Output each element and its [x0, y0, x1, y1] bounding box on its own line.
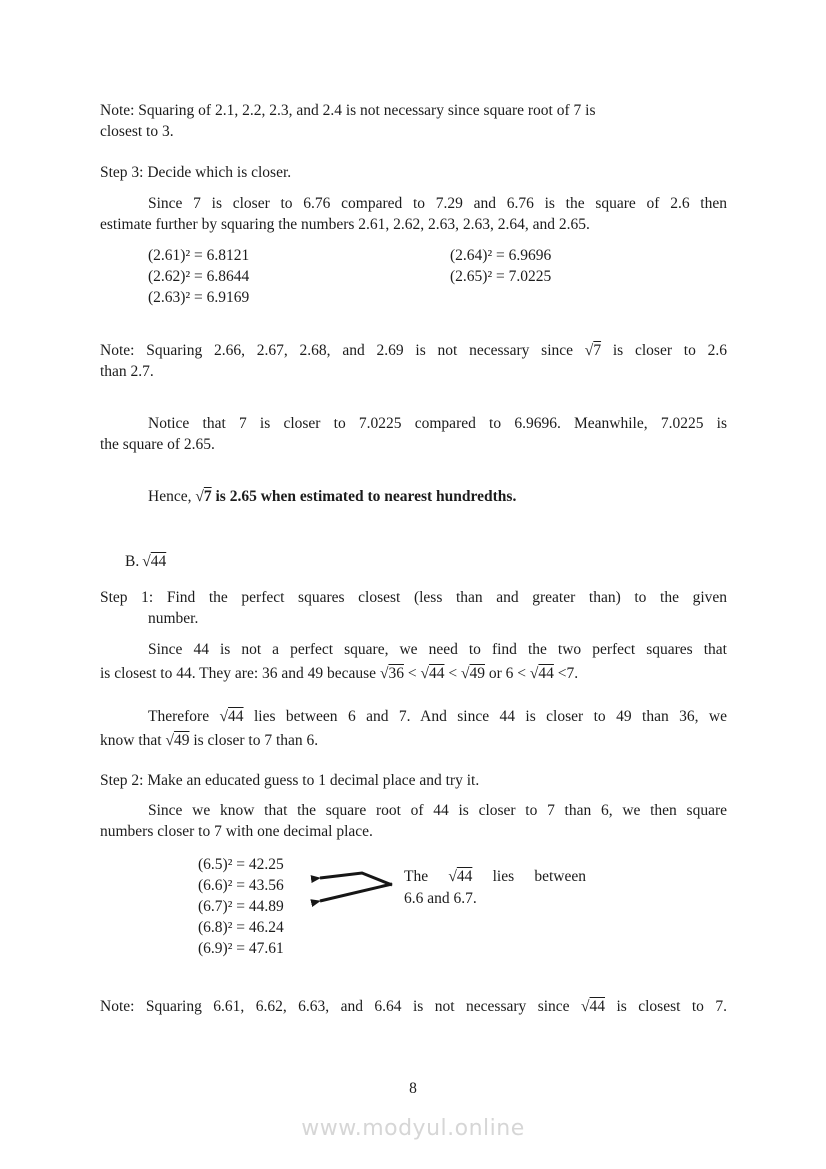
equation: (2.61)² = 6.8121 [148, 247, 250, 264]
step2-heading [100, 770, 479, 791]
conclusion-sqrt7 [148, 486, 516, 507]
paragraph-therefore-sqrt44 [100, 705, 727, 753]
radical-icon: √ [379, 665, 389, 682]
page-number: 8 [409, 1080, 417, 1097]
callout-sqrt44-between [404, 866, 586, 910]
radicand: 49 [173, 732, 190, 749]
note-text: Note: Squaring 6.61, 6.62, 6.63, and 6.64 is not necessary since [100, 998, 581, 1015]
radicand: 44 [428, 665, 445, 682]
conclusion-bold-text: is 2.65 when estimated to nearest hundredths. [211, 488, 517, 505]
step-label: Step 1: Find the perfect squares closest (less than and greater than) to the given [100, 589, 727, 606]
sqrt-44-expression [581, 998, 605, 1015]
conclusion-lead: Hence, [148, 488, 196, 505]
step-label-continuation: number. [148, 610, 199, 627]
note-squaring-661-664 [100, 996, 727, 1017]
note-text: is closest to 7. [605, 998, 727, 1015]
section-letter: B. [125, 553, 140, 570]
paragraph-square-root-44 [100, 800, 727, 842]
paragraph-line [100, 662, 727, 686]
paragraph-line: Since 7 is closer to 6.76 compared to 7.29 and 6.76 is the square of 2.6 then [148, 195, 727, 212]
equation: (6.9)² = 47.61 [198, 940, 284, 957]
note-text: Note: Squaring 2.66, 2.67, 2.68, and 2.69 is not necessary since [100, 342, 585, 359]
sqrt-7-expression [585, 342, 601, 359]
section-label [125, 551, 166, 572]
note-squaring-266-269 [100, 340, 727, 382]
equation: (6.8)² = 46.24 [198, 919, 284, 936]
radicand: 7 [593, 342, 602, 359]
radical-icon: √ [142, 553, 151, 570]
callout-line [404, 866, 586, 888]
equations-2-6x [148, 245, 688, 308]
radicand: 44 [228, 708, 244, 725]
step-label: Step 3: Decide which is closer. [100, 164, 292, 181]
note-line: than 2.7. [100, 363, 154, 380]
paragraph-perfect-squares [100, 638, 727, 686]
radical-icon: √ [420, 665, 429, 682]
paragraph-notice-70225 [100, 413, 727, 455]
paragraph-text: <7. [553, 665, 579, 682]
sqrt-7-expression [195, 488, 211, 505]
sqrt-44-expression [448, 868, 472, 885]
paragraph-text: is closest to 44. They are: 36 and 49 because [100, 665, 380, 682]
note-line [100, 996, 727, 1017]
radicand: 49 [469, 665, 485, 682]
paragraph-text: or 6 < [484, 665, 530, 682]
sqrt-36-expression [380, 665, 404, 682]
radicand: 7 [203, 488, 212, 505]
callout-line: 6.6 and 6.7. [404, 890, 477, 907]
equation: (6.5)² = 42.25 [198, 856, 284, 873]
note-line: closest to 3. [100, 123, 174, 140]
sqrt-44-expression [220, 708, 244, 725]
step3-heading [100, 162, 291, 183]
paragraph-line: Notice that 7 is closer to 7.0225 compared to 6.9696. Meanwhile, 7.0225 is [148, 415, 727, 432]
note-line: Note: Squaring of 2.1, 2.2, 2.3, and 2.4 is not necessary since square root of 7 is [100, 102, 596, 119]
radicand: 44 [456, 868, 473, 885]
paragraph-text: lies between 6 and 7. And since 44 is closer to 49 than 36, we [243, 708, 727, 725]
step-label: Step 2: Make an educated guess to 1 decimal place and try it. [100, 772, 480, 789]
paragraph-line: the square of 2.65. [100, 436, 215, 453]
equation: (6.6)² = 43.56 [198, 877, 284, 894]
paragraph-text: know that [100, 732, 166, 749]
paragraph-estimate-26 [100, 193, 727, 235]
paragraph-line: Since 44 is not a perfect square, we need to find the two perfect squares that [148, 641, 727, 658]
pointer-arrows-icon [306, 864, 406, 910]
equation: (6.7)² = 44.89 [198, 898, 284, 915]
radical-icon: √ [460, 665, 470, 682]
conclusion-line [148, 486, 516, 507]
equations-6x [198, 854, 284, 959]
paragraph-line: Since we know that the square root of 44 is closer to 7 than 6, we then square [148, 802, 727, 819]
paragraph-line [100, 705, 727, 729]
paragraph-text: Therefore [148, 708, 220, 725]
note-text: is closer to 2.6 [601, 342, 727, 359]
equation: (2.62)² = 6.8644 [148, 268, 250, 285]
watermark-text: www.modyul.online [301, 1116, 525, 1141]
sqrt-44-expression [530, 665, 554, 682]
equation: (2.65)² = 7.0225 [450, 268, 552, 285]
radicand: 36 [388, 665, 404, 682]
radical-icon: √ [448, 868, 457, 885]
paragraph-text: is closer to 7 than 6. [189, 732, 319, 749]
radicand: 44 [589, 998, 606, 1015]
radical-icon: √ [195, 488, 204, 505]
equation-empty [450, 287, 688, 308]
radicand: 44 [538, 665, 554, 682]
paragraph-line: numbers closer to 7 with one decimal place. [100, 823, 373, 840]
callout-text: lies between [472, 868, 586, 885]
paragraph-line [100, 729, 727, 753]
equation: (2.63)² = 6.9169 [148, 289, 250, 306]
note-line [100, 340, 727, 361]
sqrt-49-expression [461, 665, 485, 682]
paragraph-text: < [403, 665, 421, 682]
radical-icon: √ [581, 998, 590, 1015]
paragraph-line: estimate further by squaring the numbers 2.61, 2.62, 2.63, 2.63, 2.64, and 2.65. [100, 216, 590, 233]
sqrt-49-expression [165, 732, 189, 749]
note-squaring-21-24 [100, 100, 727, 142]
paragraph-text: < [444, 665, 461, 682]
section-b-heading [125, 551, 166, 572]
radical-icon: √ [584, 342, 594, 359]
step1-heading [100, 587, 727, 629]
equation: (2.64)² = 6.9696 [450, 247, 552, 264]
radicand: 44 [150, 553, 167, 570]
sqrt-44-expression [420, 665, 444, 682]
radical-icon: √ [529, 665, 539, 682]
callout-text: The [404, 868, 449, 885]
radical-icon: √ [219, 708, 229, 725]
sqrt-44-expression [142, 553, 166, 570]
radical-icon: √ [165, 732, 174, 749]
